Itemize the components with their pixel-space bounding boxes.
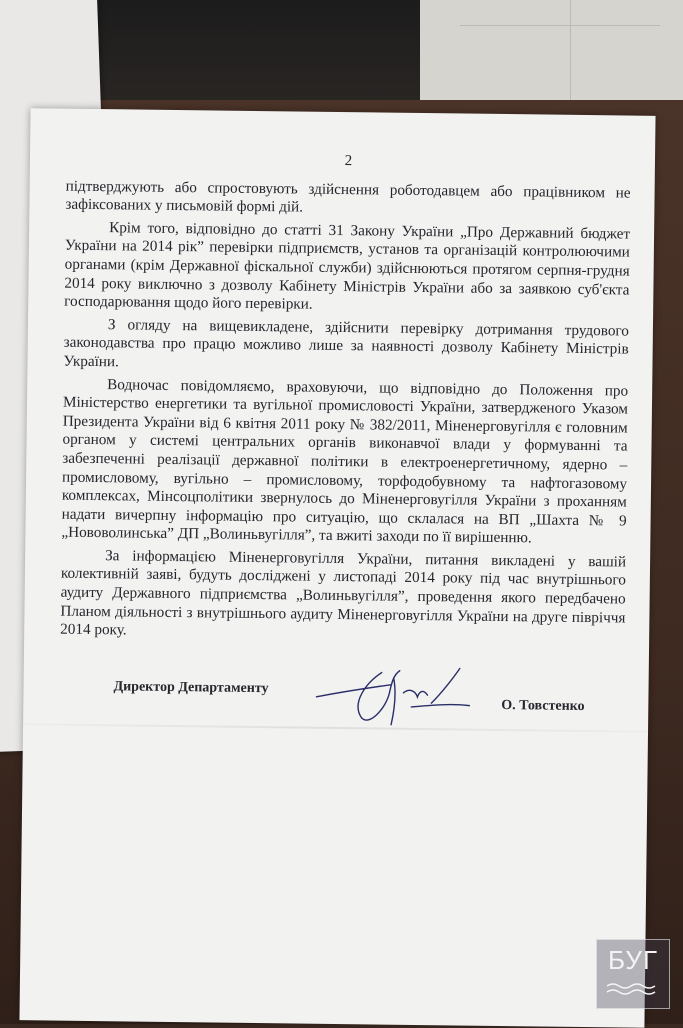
- page-number: 2: [344, 153, 353, 170]
- paragraph-inspection: З огляду на вищевикладене, здійснити перевірку дотримання трудового законодавства про працю можливо лише за наявності дозволу Кабінету Міністрів України.: [63, 315, 630, 371]
- signatory-name: О. Товстенко: [501, 698, 585, 715]
- paragraph-budget-law: Крім того, відповідно до статті 31 Закону України „Про Державний бюджет України на 2014 рік” перевірки підприємств, установ та організацій контролюючими органами (крім Державної фіскальної служби) здійснюються протягом серпня-грудня 2014 року виключно з дозволу Кабінету Міністрів України або за заявкою суб'єкта господарювання щодо його перевірки.: [64, 218, 631, 313]
- watermark-logo: [596, 939, 670, 1009]
- handwritten-signature: [311, 662, 472, 734]
- signature-block: [81, 679, 602, 765]
- background-wall-tiles: [420, 0, 683, 110]
- waves-icon: [597, 980, 669, 1000]
- paragraph-audit: За інформацією Міненерговугілля України, питання викладені у вашій колективній заяві, будуть досліджені у листопаді 2014 року під час внутрішнього аудиту Державного підприємства „Волиньвугілля”, проведення якого передбачено Планом діяльності з внутрішнього аудиту Міненерговугілля України на друге півріччя 2014 року.: [60, 547, 627, 639]
- letter-page: [19, 108, 655, 1028]
- background-dark-area: [60, 0, 480, 110]
- paragraph-continuation: підтверджують або спростовують здійснення роботодавцем або працівником не зафіксованих у письмовій формі дій.: [65, 177, 631, 216]
- letter-body: [60, 149, 631, 651]
- watermark-text: БУГ: [607, 945, 659, 975]
- signatory-title: Директор Департаменту: [113, 679, 269, 697]
- paragraph-ministry: Водночас повідомляємо, враховуючи, що відповідно до Положення про Міністерство енергетики та вугільної промисловості України, затвердженого Указом Президента України від 6 квітня 2011 року № 382/2011, Міненерговугілля є головним органом у системі центральних органів виконавчої влади у формуванні та забезпеченні реалізації державної політики в електроенергетичному, ядерно – промисловому, вугільно – промисловому, торфодобувному та нафтогазовому комплексах, Мінсоцполітики звернулось до Міненерговугілля України з проханням надати вичерпну інформацію про ситуацію, що склалася на ВП „Шахта № 9 „Нововолинська” ДП „Волиньвугілля”, та вжиті заходи по її вирішенню.: [61, 375, 629, 547]
